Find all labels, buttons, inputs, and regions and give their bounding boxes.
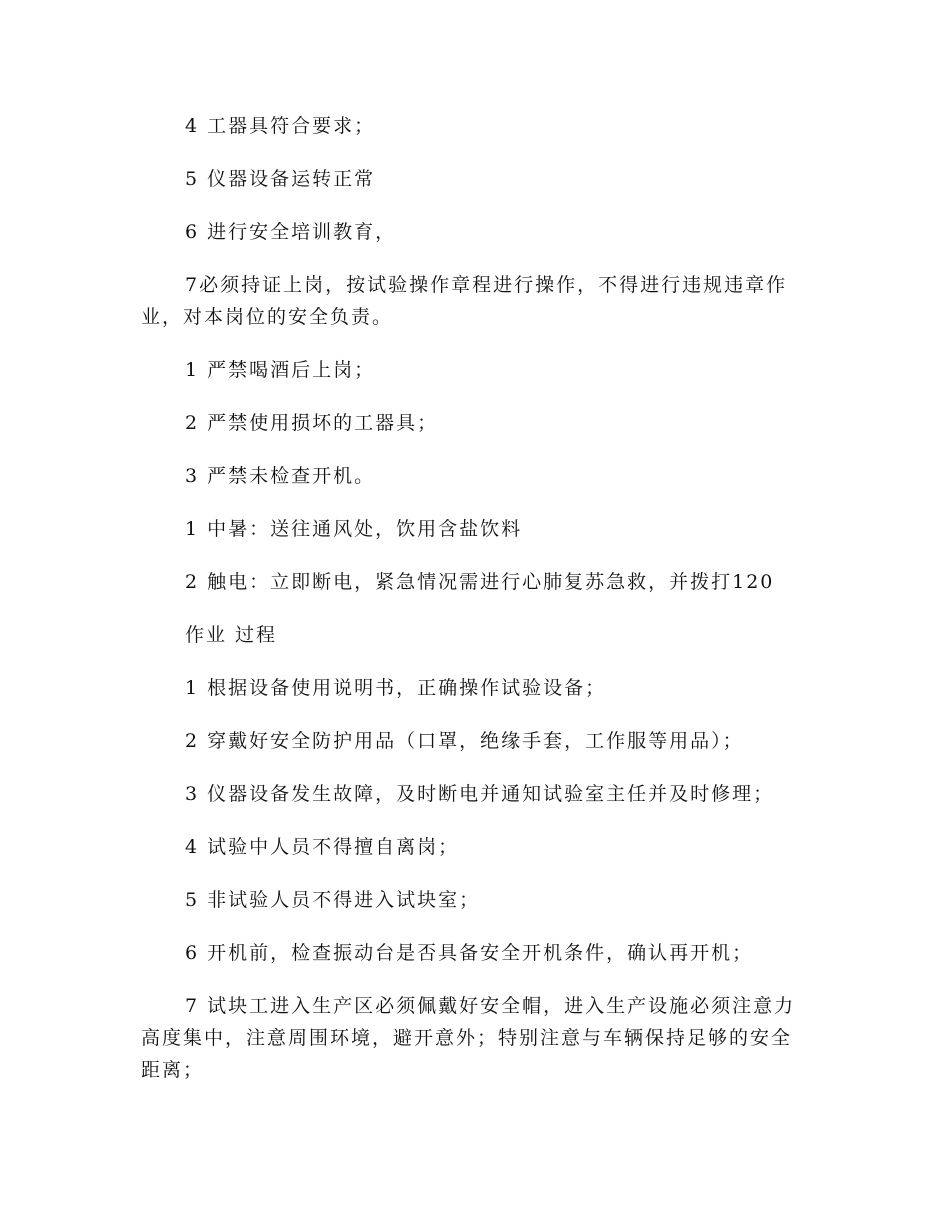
paragraph: 7 试块工进入生产区必须佩戴好安全帽，进入生产设施必须注意力高度集中，注意周围环境，避开意外；特别注意与车辆保持足够的安全距离； — [141, 995, 796, 1081]
paragraph: 6 进行安全培训教育， — [185, 221, 397, 243]
paragraph: 4 试验中人员不得擅自离岗； — [185, 836, 460, 858]
paragraph: 2 穿戴好安全防护用品（口罩，绝缘手套，工作服等用品）； — [185, 730, 744, 752]
paragraph: 作业 过程 — [185, 624, 278, 646]
paragraph: 3 仪器设备发生故障，及时断电并通知试验室主任并及时修理； — [185, 783, 775, 805]
paragraph: 6 开机前，检查振动台是否具备安全开机条件，确认再开机； — [185, 942, 754, 964]
paragraph: 1 严禁喝酒后上岗； — [185, 359, 376, 381]
paragraph: 7必须持证上岗，按试验操作章程进行操作，不得进行违规违章作业，对本岗位的安全负责。 — [141, 274, 788, 328]
paragraph: 5 仪器设备运转正常 — [185, 168, 376, 190]
paragraph: 1 根据设备使用说明书，正确操作试验设备； — [185, 677, 607, 699]
paragraph: 3 严禁未检查开机。 — [185, 465, 376, 487]
paragraph: 1 中暑：送往通风处，饮用含盐饮料 — [185, 518, 523, 540]
paragraph: 5 非试验人员不得进入试块室； — [185, 889, 481, 911]
paragraph: 2 触电：立即断电，紧急情况需进行心肺复苏急救，并拨打120 — [185, 571, 775, 593]
paragraph: 4 工器具符合要求； — [185, 115, 376, 137]
document-body — [141, 110, 809, 1086]
paragraph: 2 严禁使用损坏的工器具； — [185, 412, 439, 434]
